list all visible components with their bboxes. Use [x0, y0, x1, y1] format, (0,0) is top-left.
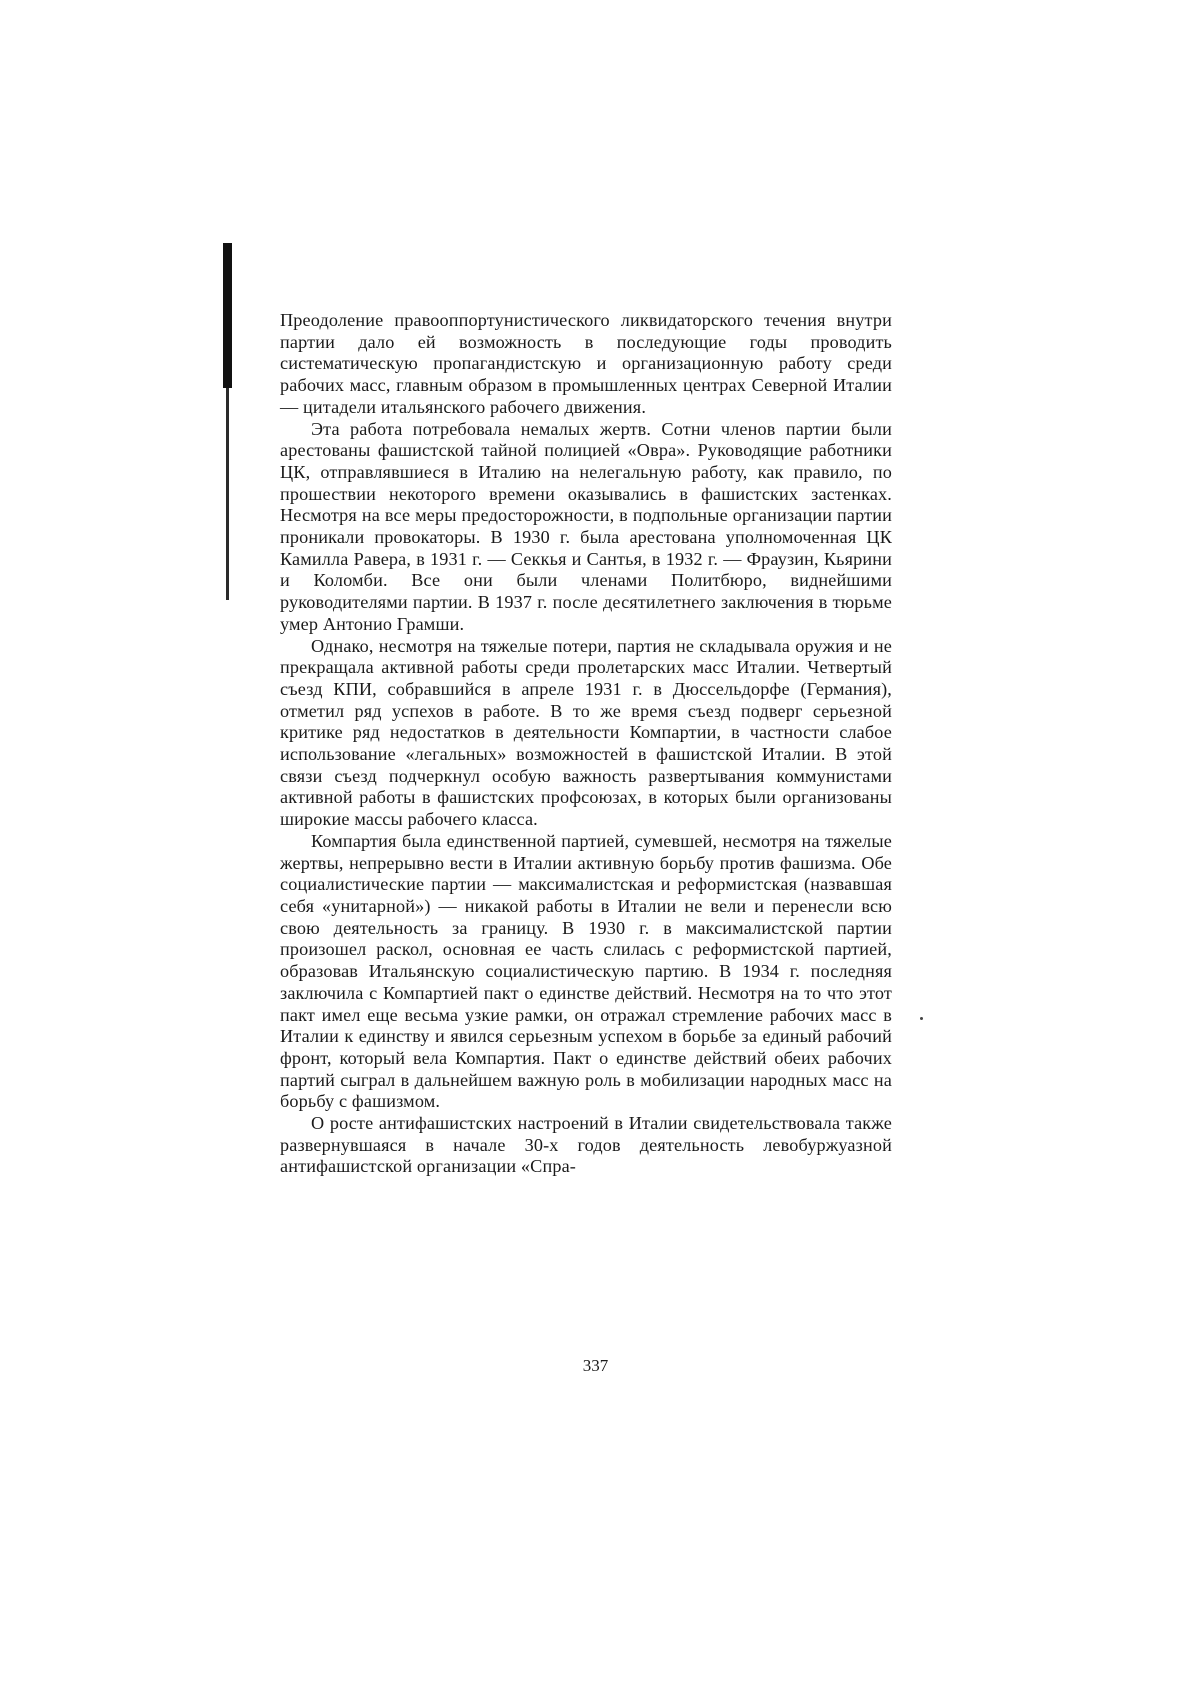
body-text — [280, 310, 892, 1178]
paragraph: Эта работа потребовала немалых жертв. Сотни членов партии были арестованы фашистской тайной полицией «Овра». Руководящие работники ЦК, отправлявшиеся в Италию на нелегальную работу, как правило, по прошествии некоторого времени оказывались в фашистских застенках. Несмотря на все меры предосторожности, в подпольные организации партии проникали провокаторы. В 1930 г. была арестована уполномоченная ЦК Камилла Равера, в 1931 г. — Секкья и Сантья, в 1932 г. — Фраузин, Кьярини и Коломби. Все они были членами Политбюро, виднейшими руководителями партии. В 1937 г. после десятилетнего заключения в тюрьме умер Антонио Грамши. — [280, 418, 892, 634]
paragraph: Компартия была единственной партией, сумевшей, несмотря на тяжелые жертвы, непрерывно вести в Италии активную борьбу против фашизма. Обе социалистические партии — максималистская и реформистская (назвавшая себя «унитарной») — никакой работы в Италии не вели и перенесли всю свою деятельность за границу. В 1930 г. в максималистской партии произошел раскол, основная ее часть слилась с реформистской партией, образовав Итальянскую социалистическую партию. В 1934 г. последняя заключила с Компартией пакт о единстве действий. Несмотря на то что этот пакт имел еще весьма узкие рамки, он отражал стремление рабочих масс в Италии к единству и явился серьезным успехом в борьбе за единый рабочий фронт, который вела Компартия. Пакт о единстве действий обеих рабочих партий сыграл в дальнейшем важную роль в мобилизации народных масс на борьбу с фашизмом. — [280, 830, 892, 1112]
margin-scan-line — [226, 388, 229, 600]
page-number: 337 — [582, 1356, 609, 1375]
margin-scan-mark — [223, 243, 232, 388]
paragraph: О росте антифашистских настроений в Италии свидетельствовала также развернувшаяся в начале 30-х годов деятельность левобуржуазной антифашистской организации «Спра- — [280, 1113, 892, 1177]
paragraph: Однако, несмотря на тяжелые потери, партия не складывала оружия и не прекращала активной работы среди пролетарских масс Италии. Четвертый съезд КПИ, собравшийся в апреле 1931 г. в Дюссельдорфе (Германия), отметил ряд успехов в работе. В то же время съезд подверг серьезной критике ряд недостатков в деятельности Компартии, в частности слабое использование «легальных» возможностей в фашистской Италии. В этой связи съезд подчеркнул особую важность развертывания коммунистами активной работы в фашистских профсоюзах, в которых были организованы широкие массы рабочего класса. — [280, 635, 892, 830]
scan-speck — [920, 1017, 923, 1020]
paragraph: Преодоление правооппортунистического ликвидаторского течения внутри партии дало ей возможность в последующие годы проводить систематическую пропагандистскую и организационную работу среди рабочих масс, главным образом в промышленных центрах Северной Италии — цитадели итальянского рабочего движения. — [280, 310, 892, 417]
